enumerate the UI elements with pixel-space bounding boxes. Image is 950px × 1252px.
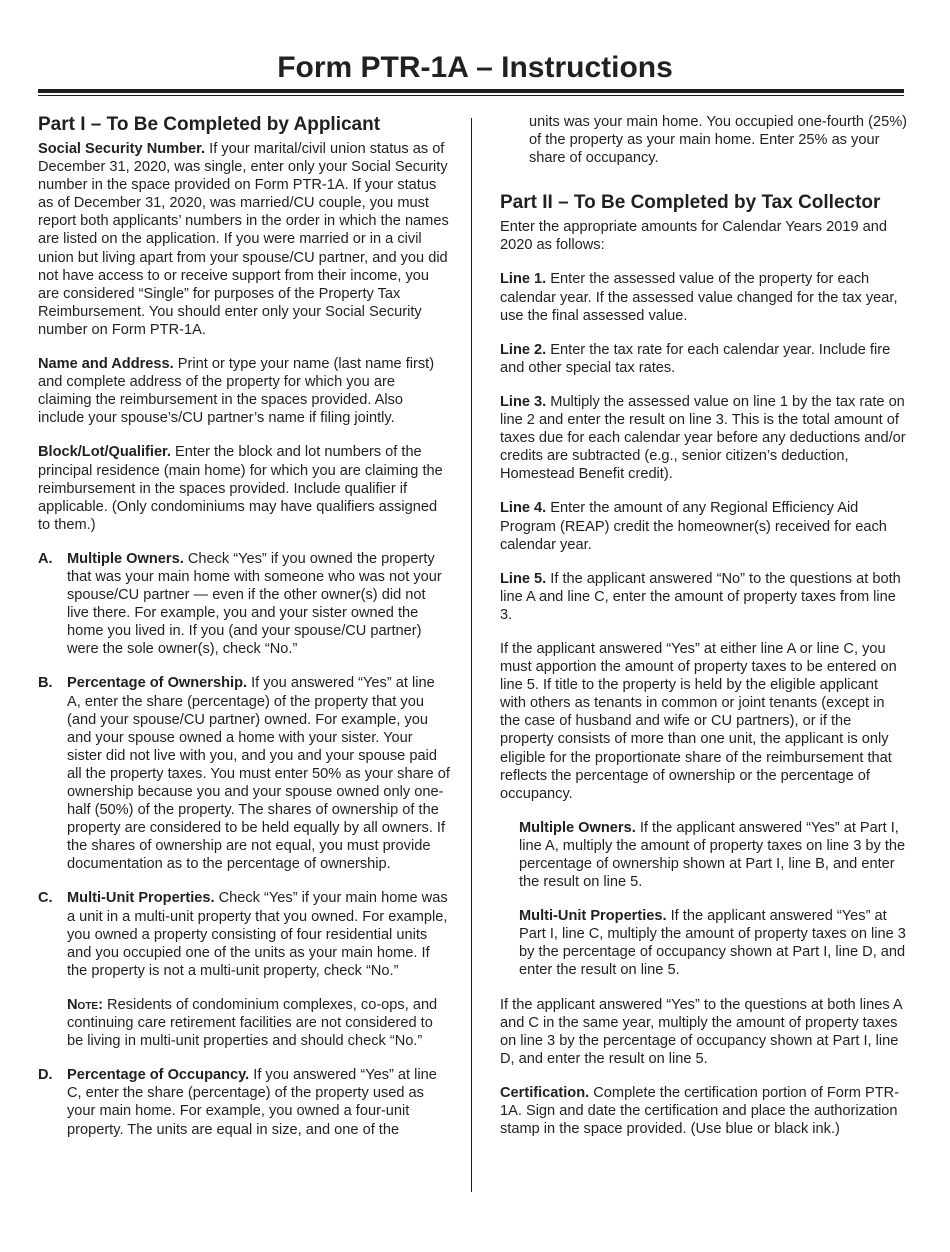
right-column (500, 113, 908, 1154)
line-1-paragraph (500, 270, 908, 324)
item-c-multi-unit (38, 889, 450, 979)
item-b-percentage-ownership (38, 674, 450, 873)
item-text: If you answered “Yes” at line A, enter the share (percentage) of the property that you (and your spouse/CU partner) owned. For example, you and your spouse owned a home with your sister. Your sister did not live with you, and you and your spouse paid all the property taxes. You must enter 50% as your share of ownership because you and your spouse owned only one-half (50%) of the property. The shares of ownership of the property are considered to be held equally by all owners. If the shares of ownership are not equal, you must provide documentation as to the percentage of ownership. (67, 675, 450, 873)
occupancy-continued-text: units was your main home. You occupied one-fourth (25%) of the property as your main home. Enter 25% as your share of occupancy. (529, 114, 908, 167)
multiple-owners-text: If the applicant answered “Yes” at Part I, line A, multiply the amount of property taxes on line 3 by the percentage of ownership shown at Part I, line B, and enter the result on line 5. (519, 819, 906, 891)
multiple-owners-paragraph (500, 819, 908, 891)
line-lead: Line 2. (500, 341, 547, 358)
ssn-paragraph (38, 140, 450, 339)
line-text: Enter the assessed value of the property for each calendar year. If the assessed value changed for the tax year, use the final assessed value. (500, 271, 898, 324)
item-lead: Multi-Unit Properties. (67, 890, 215, 907)
line-lead: Line 3. (500, 393, 547, 410)
left-column (38, 113, 450, 1155)
block-lot-lead: Block/Lot/Qualifier. (38, 444, 171, 461)
certification-text: Complete the certification portion of Form PTR-1A. Sign and date the certification and place the authorization stamp in the space provided. (Use blue or black ink.) (500, 1084, 900, 1138)
multi-unit-lead: Multi-Unit Properties. (519, 908, 667, 925)
item-letter: B. (38, 675, 53, 692)
line-text: Enter the amount of any Regional Efficiency Aid Program (REAP) credit the homeowner(s) received for each calendar year. (500, 500, 887, 553)
name-address-lead: Name and Address. (38, 356, 174, 373)
title-rule-thick (38, 89, 904, 93)
part1-heading: Part I – To Be Completed by Applicant (38, 114, 381, 135)
multiple-owners-lead: Multiple Owners. (519, 819, 636, 836)
multi-unit-text: If the applicant answered “Yes” at Part I, line C, multiply the amount of property taxes on line 3 by the percentage of occupancy shown at Part I, line D, and enter the result on line 5. (519, 908, 906, 979)
item-text: Check “Yes” if your main home was a unit in a multi-unit property that you owned. For example, you owned a property consisting of four residential units and you occupied one of the units as your main home. If the property is not a multi-unit property, check “No.” (67, 890, 448, 979)
title-rule-thin (38, 95, 904, 96)
item-letter: A. (38, 550, 53, 567)
name-address-text: Print or type your name (last name first) and complete address of the property for which you are claiming the reimbursement in the spaces provided. Also include your spouse’s/CU partner’s name if filing jointly. (38, 356, 435, 427)
line-lead: Line 1. (500, 271, 547, 288)
line-text: Enter the tax rate for each calendar year. Include fire and other special tax rates. (500, 341, 891, 376)
item-text: Check “Yes” if you owned the property that was your main home with someone who was not your spouse/CU partner — even if the other owner(s) did not live there. For example, you and your sister owned the home you lived in. If you (and your spouse/CU partner) were the sole owner(s), check “No.” (67, 550, 442, 658)
part2-intro: Enter the appropriate amounts for Calendar Years 2019 and 2020 as follows: (500, 219, 887, 254)
note-paragraph (38, 996, 450, 1050)
line-text: Multiply the assessed value on line 1 by the tax rate on line 2 and enter the result on line 3. This is the total amount of taxes due for each calendar year before any deductions and/or credits are subtracted (e.g., senior citizen’s deduction, Homestead Benefit credit). (500, 393, 906, 483)
line-text: If the applicant answered “No” to the questions at both line A and line C, enter the amount of property taxes from line 3. (500, 570, 901, 623)
line-2-paragraph (500, 341, 908, 377)
note-lead: Note: (67, 996, 103, 1013)
item-lead: Percentage of Ownership. (67, 675, 248, 692)
certification-lead: Certification. (500, 1084, 590, 1101)
note-text: Residents of condominium complexes, co-ops, and continuing care retirement facilities are not considered to be living in multi-unit properties and should check “No.” (67, 996, 438, 1050)
item-lead: Percentage of Occupancy. (67, 1067, 250, 1084)
item-text: If you answered “Yes” at line C, enter the share (percentage) of the property used as your main home. For example, you owned a four-unit property. The units are equal in size, and one of the (67, 1067, 437, 1138)
multi-unit-paragraph (500, 907, 908, 979)
item-letter: C. (38, 890, 53, 907)
line-lead: Line 5. (500, 570, 547, 587)
name-address-paragraph (38, 355, 450, 427)
both-lines-paragraph: If the applicant answered “Yes” to the questions at both lines A and C in the same year, multiply the amount of property taxes on line 3 by the percentage of occupancy shown at Part I, line D, and enter the result on line 5. (500, 996, 902, 1067)
column-divider (471, 118, 472, 1192)
line-3-paragraph (500, 393, 908, 483)
part2-heading: Part II – To Be Completed by Tax Collector (500, 192, 881, 214)
block-lot-paragraph (38, 443, 450, 533)
line-lead: Line 4. (500, 500, 547, 517)
ssn-text: If your marital/civil union status as of December 31, 2020, was single, enter only your Social Security number in the space provided on Form PTR-1A. If your status as of December 31, 2020, was married/CU couple, you must report both applicants’ numbers in the order in which the names are listed on the application. If you were married or in a civil union but living apart from your spouse/CU partner, and you did not have access to or receive support from their income, you are considered “Single” for purposes of the Property Tax Reimbursement. You should enter only your Social Security number on Form PTR-1A. (38, 141, 449, 338)
item-d-percentage-occupancy (38, 1066, 450, 1138)
line-4-paragraph (500, 499, 908, 553)
item-lead: Multiple Owners. (67, 550, 184, 567)
apportion-paragraph: If the applicant answered “Yes” at either line A or line C, you must apportion the amount of property taxes to be entered on line 5. If title to the property is held by the eligible applicant with others as tenants in common or joint tenants (except in the case of husband and wife or CU partners), or if the property consists of more than one unit, the applicant is only eligible for the proportionate share of the reimbursement that reflects the percentage of ownership or the percentage of occupancy. (500, 640, 897, 802)
item-letter: D. (38, 1067, 53, 1084)
block-lot-text: Enter the block and lot numbers of the principal residence (main home) for which you are claiming the reimbursement in the spaces provided. Include qualifier if applicable. (Only condominiums may have qualifiers assigned to them.) (38, 444, 443, 533)
ssn-lead: Social Security Number. (38, 141, 206, 157)
item-a-multiple-owners (38, 550, 450, 659)
page-title: Form PTR-1A – Instructions (277, 51, 673, 84)
line-5-paragraph (500, 570, 908, 624)
certification-paragraph (500, 1084, 908, 1138)
